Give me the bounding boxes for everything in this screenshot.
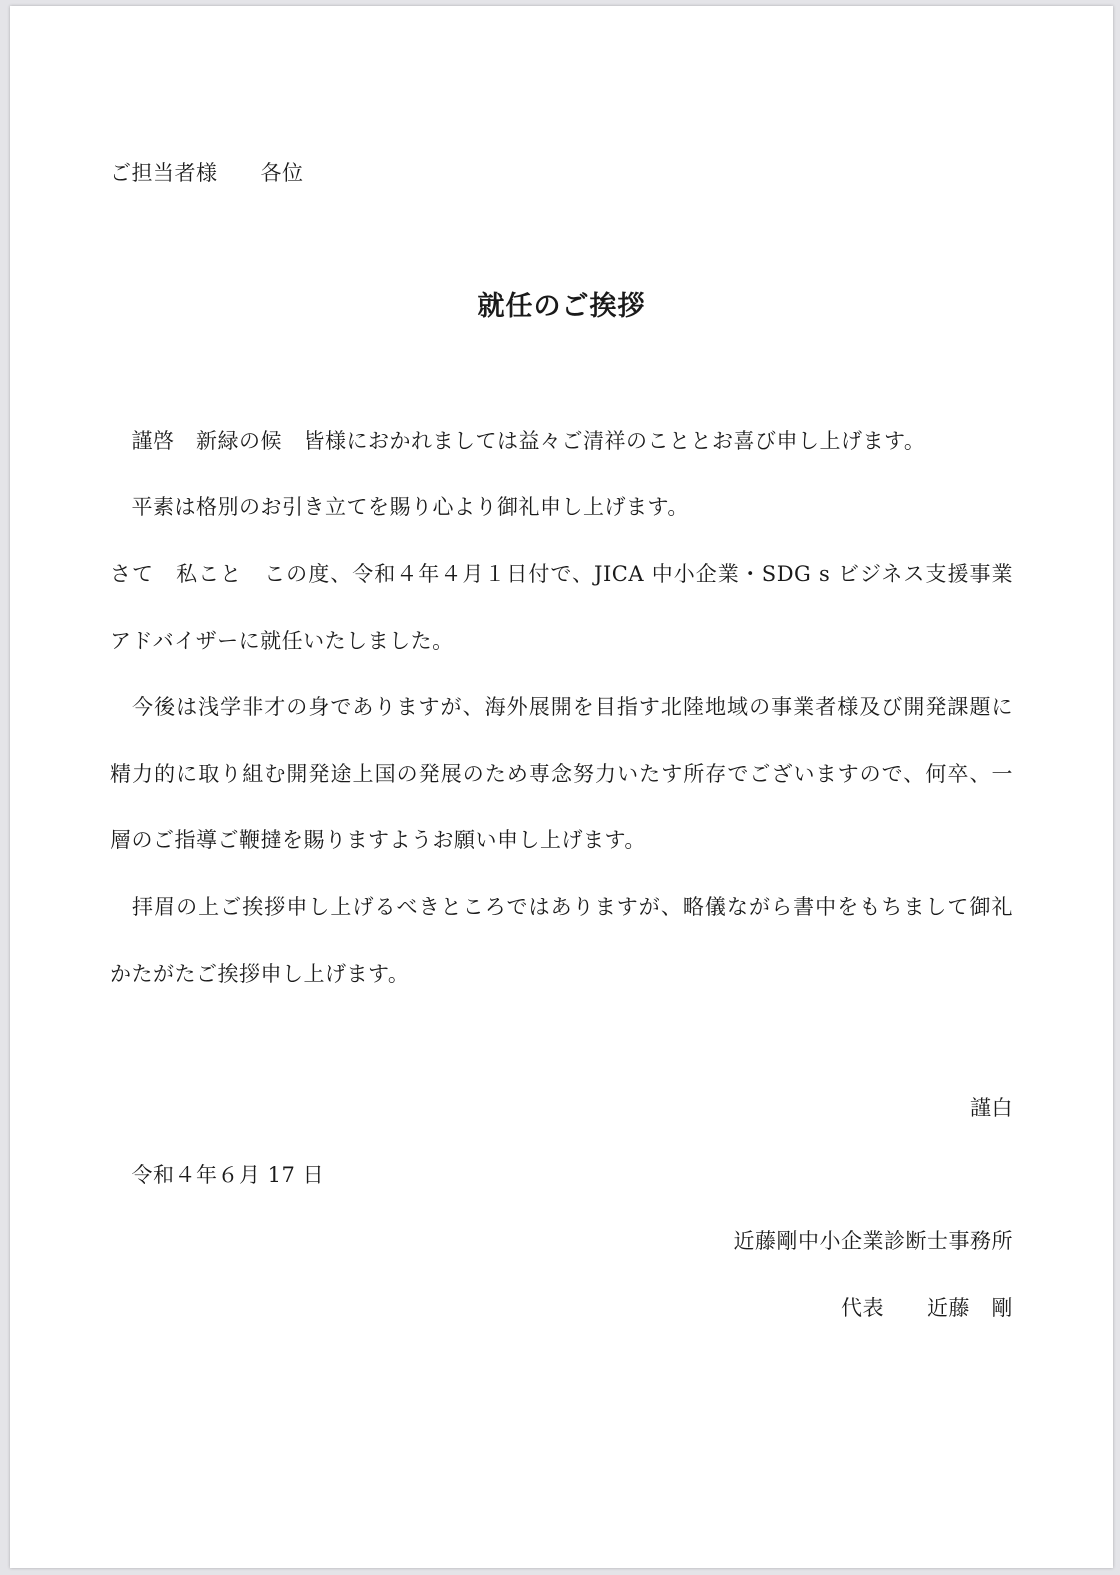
body-line-7: 層のご指導ご鞭撻を賜りますようお願い申し上げます。 (110, 828, 646, 852)
closing-word: 謹白 (970, 1096, 1013, 1120)
body-line-8: 拝眉の上ご挨拶申し上げるべきところではありますが、略儀ながら書中をもちまして御礼 (110, 895, 1013, 919)
document-title: 就任のご挨拶 (477, 291, 646, 322)
letter-date: 令和４年６月 17 日 (110, 1163, 325, 1187)
body-line-2: 平素は格別のお引き立てを賜り心より御礼申し上げます。 (110, 495, 689, 519)
signature: 代表 近藤 剛 (841, 1296, 1013, 1320)
body-line-5: 今後は浅学非才の身でありますが、海外展開を目指す北陸地域の事業者様及び開発課題に (110, 695, 1013, 719)
office-name: 近藤剛中小企業診断士事務所 (733, 1229, 1013, 1253)
document-page (10, 6, 1113, 1568)
addressee: ご担当者様 各位 (110, 161, 304, 185)
body-line-3: さて 私こと この度、令和４年４月１日付で、JICA 中小企業・SDG s ビジネス支援事業 (110, 562, 1013, 586)
greeting-line: 謹啓 新緑の候 皆様におかれましては益々ご清祥のこととお喜び申し上げます。 (110, 429, 926, 453)
body-line-6: 精力的に取り組む開発途上国の発展のため専念努力いたす所存でございますので、何卒、一 (110, 762, 1013, 786)
body-line-4: アドバイザーに就任いたしました。 (110, 629, 454, 653)
body-line-9: かたがたご挨拶申し上げます。 (110, 962, 410, 986)
